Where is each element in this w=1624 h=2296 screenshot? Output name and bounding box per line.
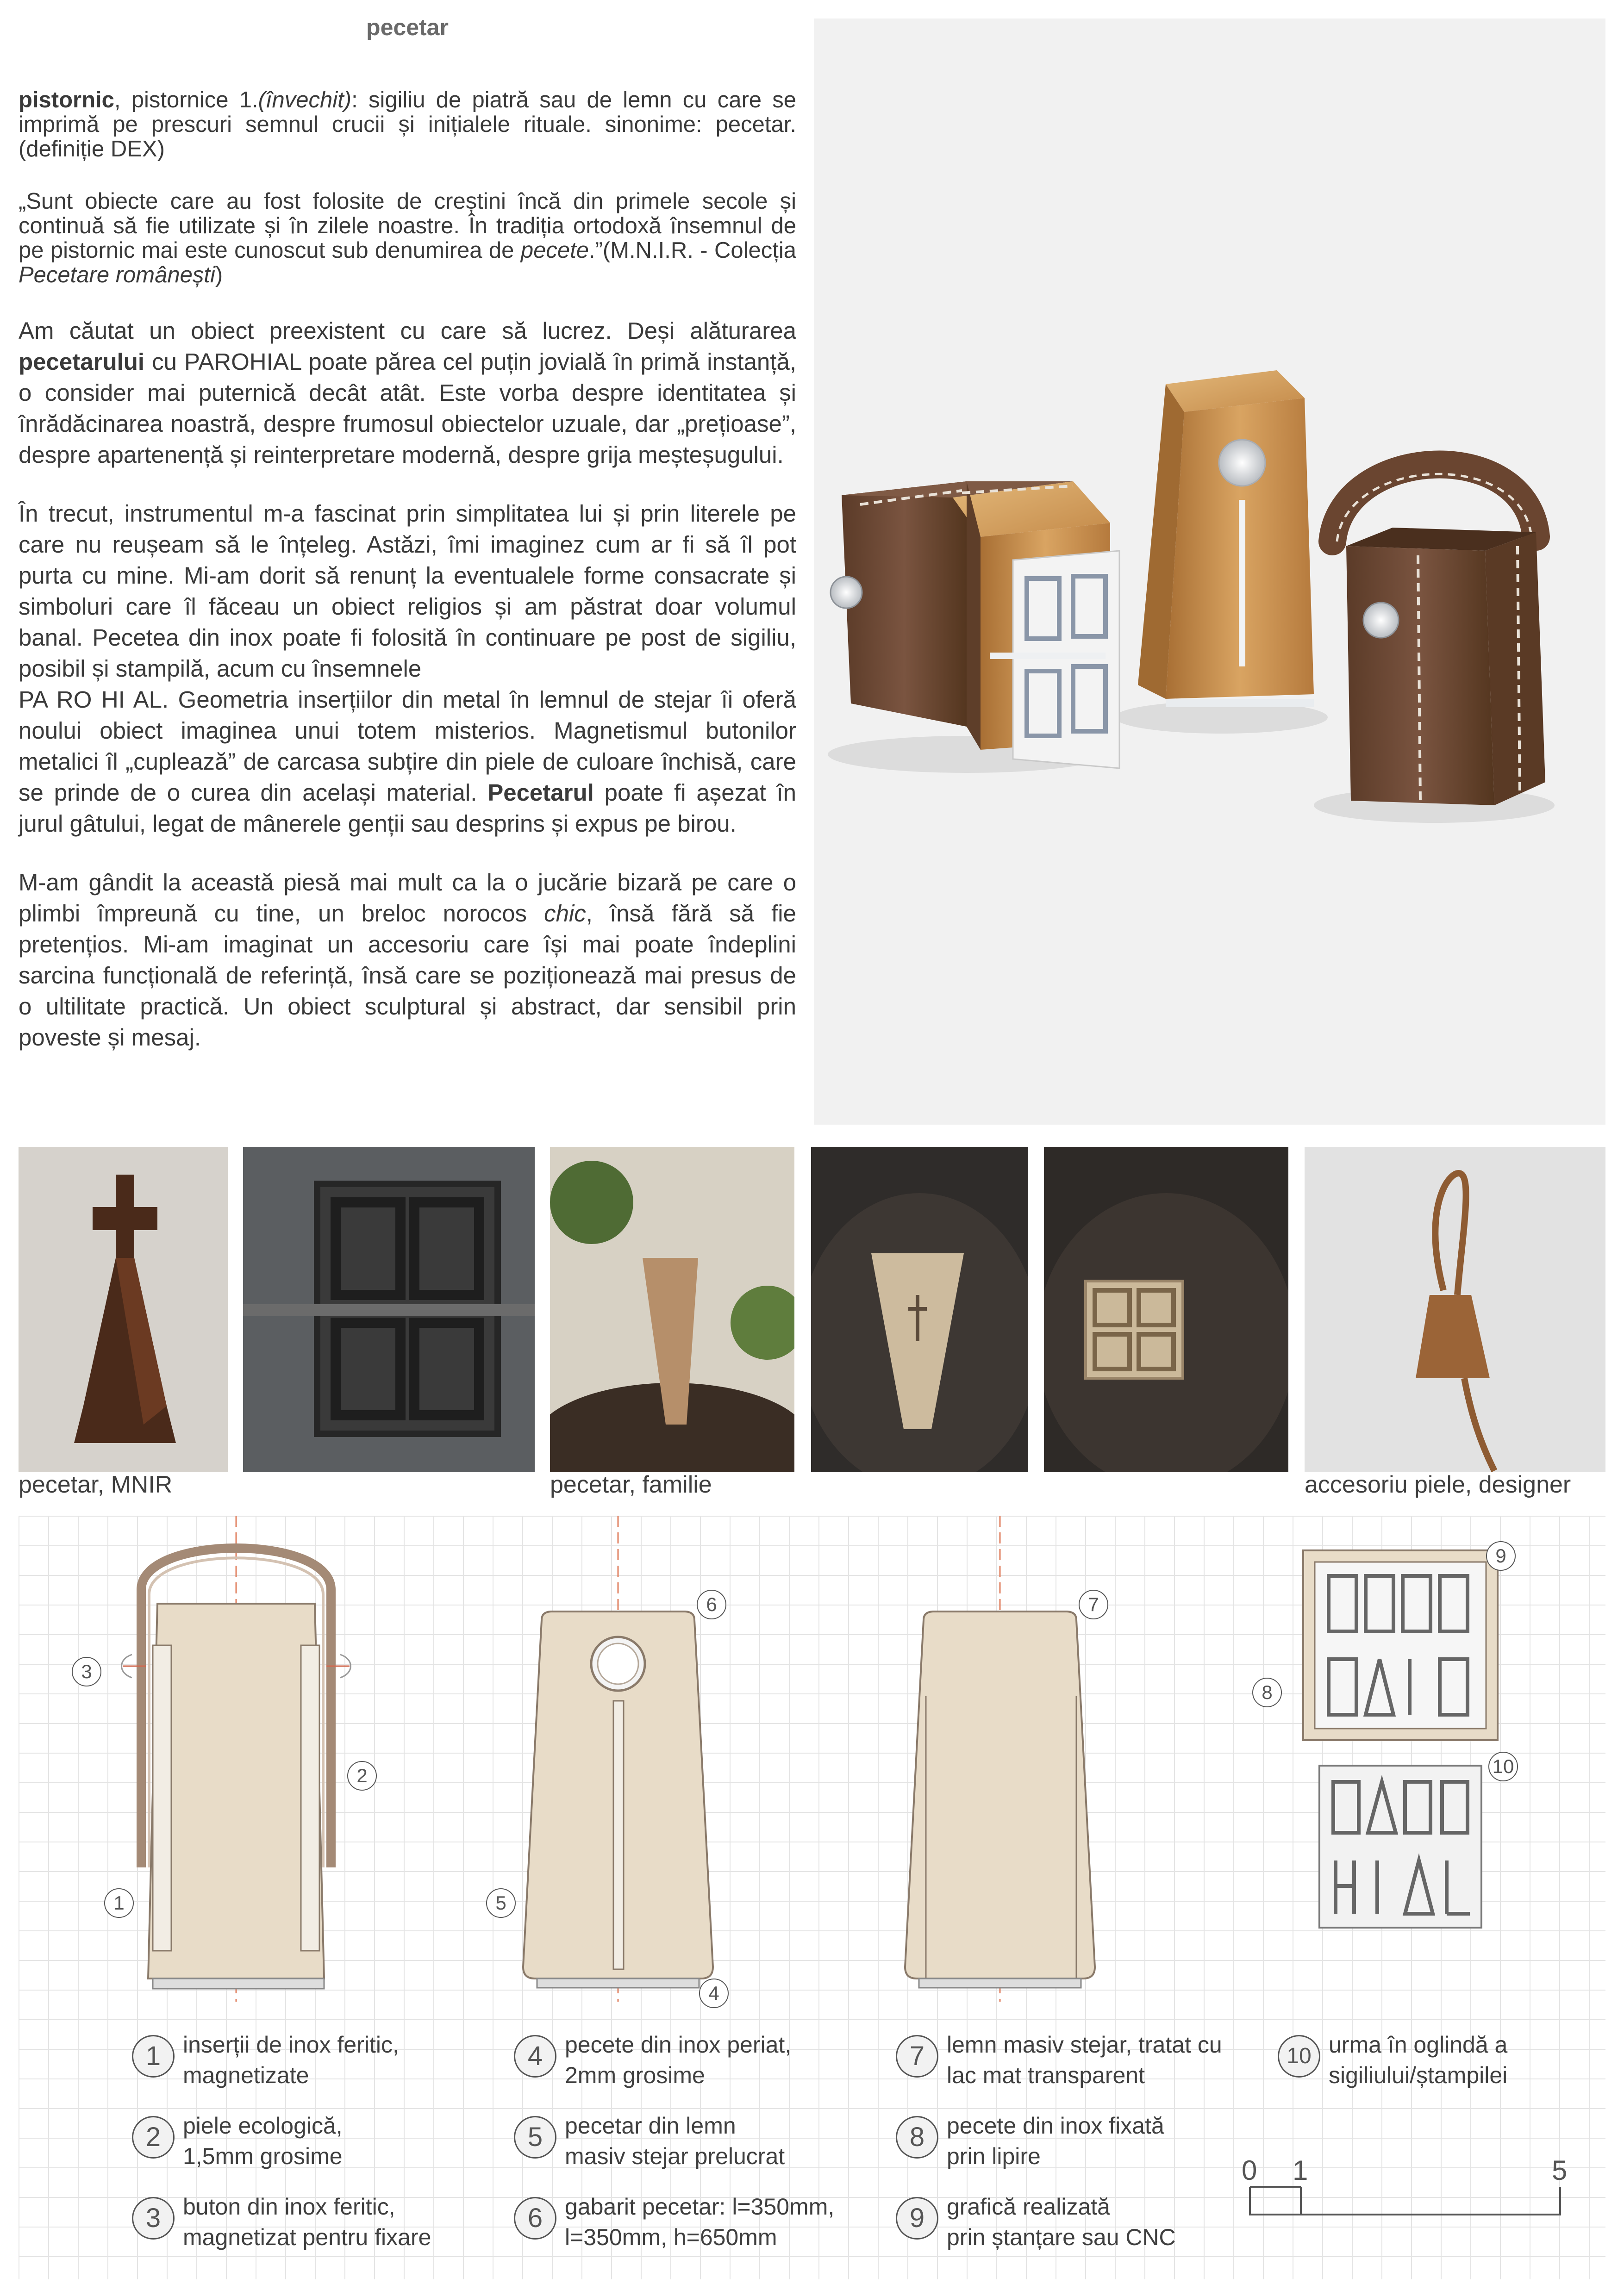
legend-number: 10 xyxy=(1278,2035,1320,2078)
p3-text-b: , însă fără să fie pretențios. Mi-am imaginat un accesoriu care își mai poate îndeplini sarcina funcțională de referință, însă care se poziționează mai presus de o ultilitate practică. Un obiect sculptural și abstract, dar sensibil prin poveste și mesaj. xyxy=(19,900,796,1051)
standing-pecetar xyxy=(1138,370,1314,707)
legend-text: pecetar din lemn masiv stejar prelucrat xyxy=(565,2113,785,2169)
product-render xyxy=(814,19,1605,1125)
lying-pecetar xyxy=(831,481,1119,768)
callout-6: 6 xyxy=(697,1590,726,1619)
callout-2: 2 xyxy=(347,1761,377,1791)
callout-5: 5 xyxy=(486,1888,516,1918)
photo-family-seal-face xyxy=(1044,1147,1288,1472)
p3-text-a: M-am gândit la această piesă mai mult ca la o jucărie bizară pe care o plimbi împreună cu tine, un breloc norocos xyxy=(19,869,796,927)
technical-drawing-sheet xyxy=(19,1516,1605,2279)
legend-number: 2 xyxy=(132,2116,175,2159)
stamp-face-framed xyxy=(1303,1550,1498,1740)
quote-source-em: Pecetare românești xyxy=(19,262,215,287)
legend-number: 7 xyxy=(896,2035,938,2078)
legend-text: grafică realizată prin ștanțare sau CNC xyxy=(947,2194,1176,2250)
caption-mnir: pecetar, MNIR xyxy=(19,1471,173,1498)
quote-end: ) xyxy=(215,262,223,287)
legend-number: 9 xyxy=(896,2197,938,2240)
scale-bar xyxy=(1250,2187,1560,2215)
caption-family: pecetar, familie xyxy=(550,1471,712,1498)
scale-label-0: 0 xyxy=(1242,2155,1257,2186)
definition-tag: (învechit) xyxy=(258,87,352,112)
render-illustration xyxy=(814,19,1605,1125)
definition-rest: , pistornice 1. xyxy=(114,87,258,112)
legend-number: 4 xyxy=(514,2035,556,2078)
p2-text-a: În trecut, instrumentul m-a fascinat prin simplitatea lui și prin literele pe care nu reușeam să le înțeleg. Astăzi, îmi imaginez cum ar fi să îl pot purta cu mine. Mi-am dorit să renunț la eventualele forme consacrate și simboluri care îl făceau un obiect religios și am păstrat doar volumul banal. Pecetea din inox poate fi folosită în continuare pe post de sigiliu, posibil și stampilă, acum cu însemnele xyxy=(19,500,796,682)
front-view-pecetar xyxy=(523,1516,713,2002)
quote-body: „Sunt obiecte care au fost folosite de creștini încă din primele secole și continuă să fie utilizate și în zilele noastre. În tradiția ortodoxă însemnul de pe pistornic mai este cunoscut sub denumirea de xyxy=(19,189,796,263)
legend-text: inserții de inox feritic, magnetizate xyxy=(183,2032,399,2088)
side-view-pecetar xyxy=(905,1516,1095,2002)
legend-number: 3 xyxy=(132,2197,175,2240)
caption-designer: accesoriu piele, designer xyxy=(1305,1471,1571,1498)
legend-text: gabarit pecetar: l=350mm, l=350mm, h=650mm xyxy=(565,2194,835,2250)
callout-7: 7 xyxy=(1079,1590,1108,1619)
p1-text-a: Am căutat un obiect preexistent cu care să lucrez. Deși alăturarea xyxy=(19,317,796,344)
p2-text-b: PA RO HI AL. Geometria inserțiilor din metal în lemnul de stejar îi oferă noului obiect imaginea unui totem misterios. Magnetismul butonilor metalici îl „cuplează” de carcasa subțire din piele de culoare închisă, care se prinde de o curea din același material. xyxy=(19,686,796,806)
page-title: pecetar xyxy=(366,14,449,40)
p1-text-b: cu PAROHIAL poate părea cel puțin jovială în primă instanță, o consider mai puternică decât atât. Este vorba despre identitatea și înrădăcinarea noastră, despre frumosul obiectelor uzuale, dar „prețioase”, despre apartenență și reinterpretare modernă, despre grija meșteșugului. xyxy=(19,348,796,468)
legend-text: pecete din inox fixată prin lipire xyxy=(947,2113,1164,2169)
p2-text-c: poate fi așezat în jurul gâtului, legat de mânerele genții sau desprins și expus pe birou. xyxy=(19,779,796,837)
photo-family-pecetar-standing xyxy=(550,1147,794,1472)
callout-1: 1 xyxy=(104,1888,134,1918)
callout-3: 3 xyxy=(72,1657,101,1686)
definition-term: pistornic xyxy=(19,87,114,112)
quote-em: pecete xyxy=(520,238,589,263)
legend-text: piele ecologică, 1,5mm grosime xyxy=(183,2113,343,2169)
legend-text: pecete din inox periat, 2mm grosime xyxy=(565,2032,792,2088)
paragraph-3 xyxy=(19,867,796,1053)
legend-number: 6 xyxy=(514,2197,556,2240)
scale-label-1: 1 xyxy=(1293,2155,1308,2186)
definition-body: : sigiliu de piatră sau de lemn cu care se imprimă pe prescuri semnul crucii și inițialele rituale. sinonime: pecetar. (definiție DEX) xyxy=(19,87,797,162)
legend-text: buton din inox feritic, magnetizat pentru fixare xyxy=(183,2194,431,2250)
quote-paragraph xyxy=(19,189,796,287)
photo-mnir-pecetar xyxy=(19,1147,228,1472)
section-leather-cover xyxy=(122,1516,351,2002)
quote-source: .”(M.N.I.R. - Colecția xyxy=(588,238,796,263)
photo-family-pecetar-top xyxy=(811,1147,1028,1472)
callout-8: 8 xyxy=(1252,1678,1282,1707)
legend-number: 5 xyxy=(514,2116,556,2159)
stamp-mirror-imprint xyxy=(1319,1766,1481,1928)
paragraph-2 xyxy=(19,498,796,839)
photo-designer-leather-accessory xyxy=(1305,1147,1605,1472)
text-column xyxy=(19,88,796,1081)
paragraph-1 xyxy=(19,315,796,470)
scale-label-5: 5 xyxy=(1552,2155,1568,2186)
legend-number: 8 xyxy=(896,2116,938,2159)
photo-mnir-seal-detail xyxy=(243,1147,535,1472)
definition-paragraph xyxy=(19,88,796,162)
callout-4: 4 xyxy=(699,1979,729,2008)
callout-10: 10 xyxy=(1488,1752,1518,1781)
callout-9: 9 xyxy=(1486,1541,1516,1571)
p3-em: chic xyxy=(544,900,586,927)
p1-bold: pecetarului xyxy=(19,348,145,375)
legend-text: lemn masiv stejar, tratat cu lac mat transparent xyxy=(947,2032,1222,2088)
leather-pecetar xyxy=(1332,465,1545,805)
legend-number: 1 xyxy=(132,2035,175,2078)
legend-text: urma în oglindă a sigiliului/ștampilei xyxy=(1329,2032,1508,2088)
p2-bold: Pecetarul xyxy=(487,779,594,806)
